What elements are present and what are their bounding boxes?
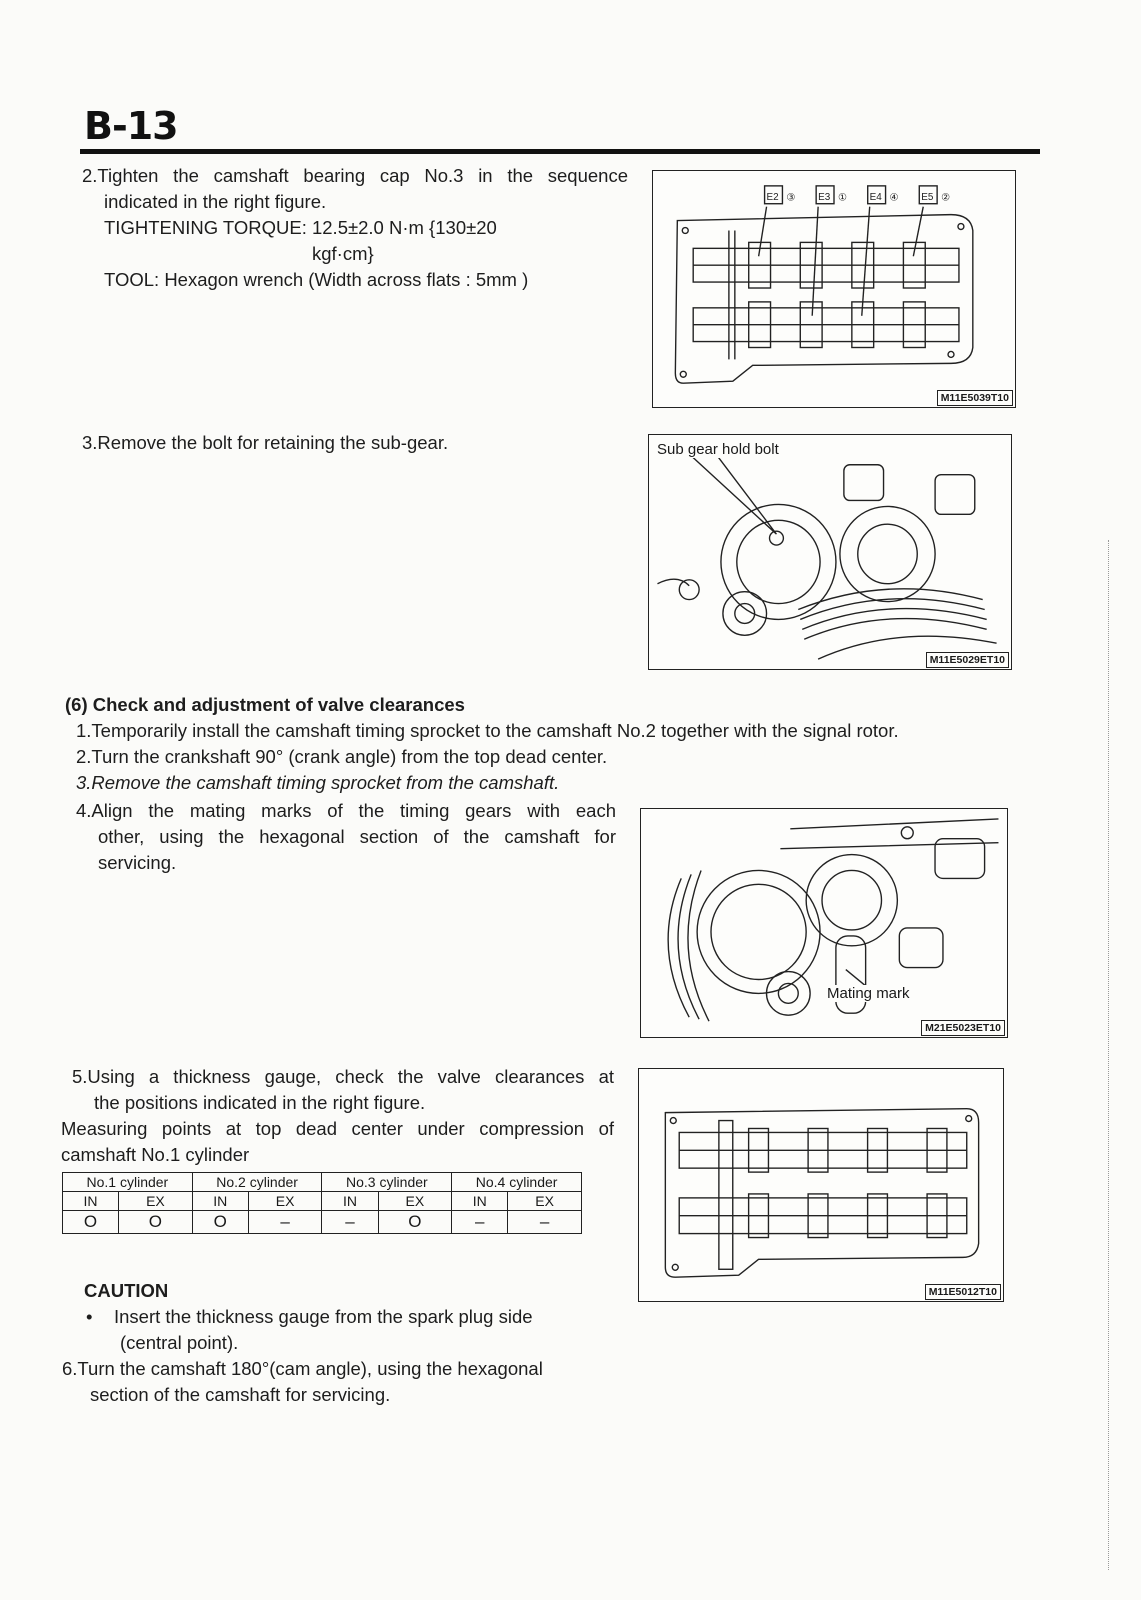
step-4-line-2: other, using the hexagonal section of the camshaft for: [98, 826, 616, 847]
valve-position-diagram: [639, 1069, 1003, 1301]
cylinder-header-4: No.4 cylinder: [452, 1173, 582, 1192]
step-2-block: [82, 163, 628, 293]
caution-title: CAUTION: [84, 1280, 169, 1301]
sub-header: EX: [248, 1192, 322, 1211]
marker-e3: E3: [818, 191, 831, 203]
caution-bullet: •: [86, 1306, 93, 1327]
marker-2: ②: [941, 192, 950, 204]
step-6-line-1: 6.Turn the camshaft 180°(cam angle), using the hexagonal: [62, 1358, 543, 1379]
step-4-line-3: servicing.: [98, 852, 177, 873]
torque-line-2: kgf·cm}: [312, 243, 374, 264]
sub-gear-diagram: [649, 435, 1011, 669]
page-title: B-13: [84, 104, 178, 148]
section-6-step-1: 1.Temporarily install the camshaft timing sprocket to the camshaft No.2 together with the signal rotor.: [76, 720, 899, 741]
sub-header: IN: [192, 1192, 248, 1211]
caution-text: [114, 1304, 614, 1356]
sub-header: EX: [119, 1192, 193, 1211]
torque-line-1: TIGHTENING TORQUE: 12.5±2.0 N·m {130±20: [104, 217, 497, 238]
valve-clearance-table: [62, 1172, 582, 1234]
section-6-step-4: [76, 798, 616, 876]
step-5-line-1: 5.Using a thickness gauge, check the valve clearances at: [72, 1066, 614, 1087]
cylinder-header-3: No.3 cylinder: [322, 1173, 452, 1192]
marker-4: ④: [889, 192, 899, 204]
page-edge-line: [1108, 540, 1110, 1570]
value-cell: –: [322, 1211, 378, 1234]
step-2-line-1: 2.Tighten the camshaft bearing cap No.3 in the sequence: [82, 165, 628, 186]
value-cell: O: [119, 1211, 193, 1234]
figure-mating-marks: [640, 808, 1008, 1038]
marker-e5: E5: [921, 191, 934, 203]
section-6-step-2: 2.Turn the crankshaft 90° (crank angle) from the top dead center.: [76, 746, 608, 767]
caution-line-1: Insert the thickness gauge from the spark plug side: [114, 1306, 533, 1327]
timing-gear-diagram: [641, 809, 1007, 1037]
figure-code: M21E5023ET10: [921, 1020, 1005, 1036]
step-5-line-2: the positions indicated in the right figure.: [94, 1092, 426, 1113]
sub-header: EX: [378, 1192, 452, 1211]
sub-header: EX: [508, 1192, 582, 1211]
value-cell: –: [452, 1211, 508, 1234]
tool-line: TOOL: Hexagon wrench (Width across flats : 5mm ): [104, 269, 529, 290]
mating-mark-label: Mating mark: [827, 985, 910, 1002]
figure-sub-gear-bolt: [648, 434, 1012, 670]
marker-e2: E2: [766, 191, 779, 203]
section-6-step-5: [72, 1064, 614, 1116]
step-4-line-1: 4.Align the mating marks of the timing gears with each: [76, 800, 616, 821]
step-6-line-2: section of the camshaft for servicing.: [90, 1384, 391, 1405]
value-cell: O: [192, 1211, 248, 1234]
value-cell: O: [378, 1211, 452, 1234]
sub-header: IN: [322, 1192, 378, 1211]
header-rule: [80, 149, 1040, 154]
caution-line-2: (central point).: [120, 1332, 239, 1353]
cylinder-header-1: No.1 cylinder: [63, 1173, 193, 1192]
marker-1: ①: [837, 192, 847, 204]
value-cell: O: [63, 1211, 119, 1234]
figure-code: M11E5029ET10: [926, 652, 1009, 668]
measuring-points-block: [61, 1116, 614, 1168]
step-2-line-2: indicated in the right figure.: [104, 191, 327, 212]
section-6-heading: (6) Check and adjustment of valve clearances: [65, 694, 465, 715]
marker-3: ③: [786, 192, 796, 204]
value-cell: –: [248, 1211, 322, 1234]
step-3-text: 3.Remove the bolt for retaining the sub-gear.: [82, 432, 449, 453]
section-6-step-3: 3.Remove the camshaft timing sprocket from the camshaft.: [76, 772, 560, 793]
sub-header: IN: [452, 1192, 508, 1211]
camshaft-cap-diagram: [653, 171, 1015, 407]
figure-measuring-positions: [638, 1068, 1004, 1302]
figure-code: M11E5039T10: [937, 390, 1013, 406]
marker-e4: E4: [869, 191, 882, 203]
section-6-step-6: [62, 1356, 614, 1408]
sub-header: IN: [63, 1192, 119, 1211]
sub-gear-label: Sub gear hold bolt: [657, 441, 779, 458]
figure-code: M11E5012T10: [925, 1284, 1001, 1300]
figure-bearing-cap-sequence: [652, 170, 1016, 408]
measuring-line-2: camshaft No.1 cylinder: [61, 1144, 250, 1165]
value-cell: –: [508, 1211, 582, 1234]
cylinder-header-2: No.2 cylinder: [192, 1173, 322, 1192]
measuring-line-1: Measuring points at top dead center under compression of: [61, 1118, 614, 1139]
